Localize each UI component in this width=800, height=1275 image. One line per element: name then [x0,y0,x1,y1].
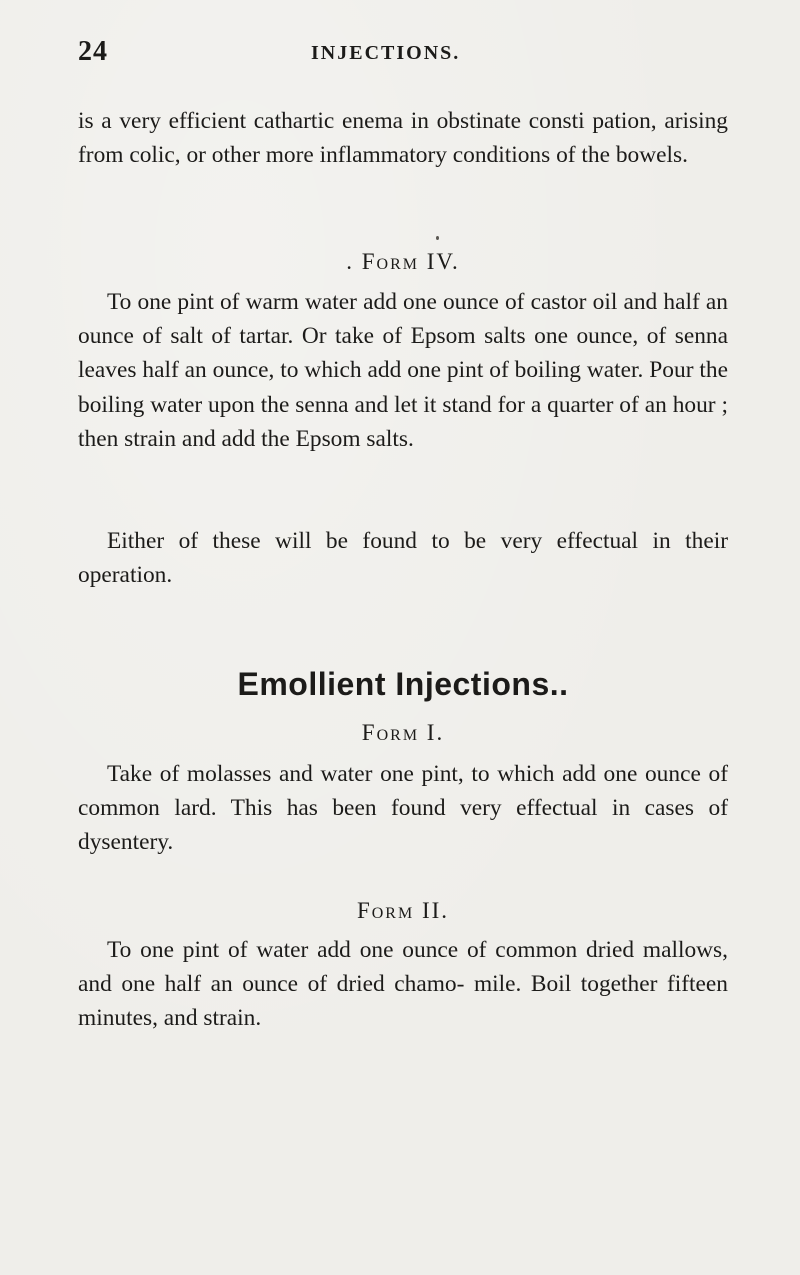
paragraph-form-ii: To one pint of water add one ounce of common dried mallows, and one half an ounce of dried chamo- mile. Boil together fifteen minutes, and strain. [78,937,728,1032]
running-title: INJECTIONS. [311,42,461,64]
paragraph-continued: is a very efficient cathartic enema in obstinate consti pation, arising from colic, or other more inflammatory conditions of the bowels. [78,108,728,169]
heading-form-iv: . Form IV. [346,249,460,274]
paragraph-form-iv: To one pint of warm water add one ounce of castor oil and half an ounce of salt of tartar. Or take of Epsom salts one ounce, of senna leaves half an ounce, to which add one pint of boiling water. Pour the boiling water upon the senna and let it stand for a quarter of an hour ; then strain and add the Epsom salts. [78,289,728,452]
ink-speck [436,236,439,240]
running-head [78,36,728,76]
paragraph-effectual: Either of these will be found to be very effectual in their operation. [78,528,728,589]
heading-form-i: Form I. [361,720,445,745]
section-title: Emollient Injections.. [237,666,569,702]
page-number: 24 [78,36,108,67]
heading-form-ii: Form II. [356,898,450,923]
paragraph-form-i: Take of molasses and water one pint, to which add one ounce of common lard. This has been found very effectual in cases of dysentery. [78,761,728,856]
